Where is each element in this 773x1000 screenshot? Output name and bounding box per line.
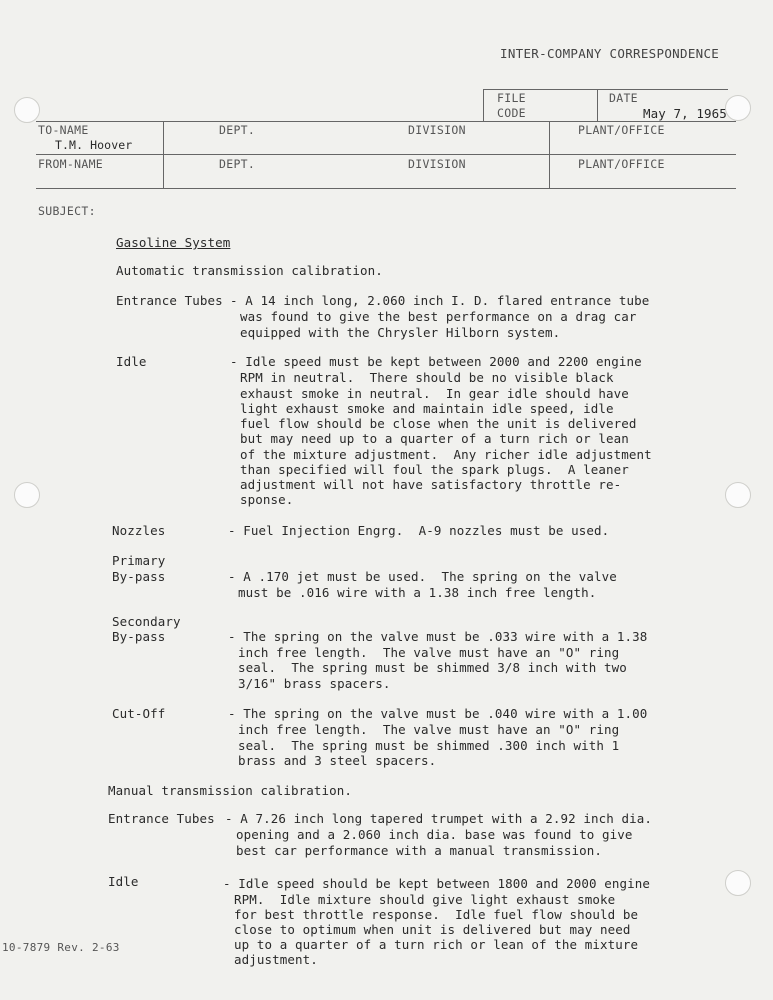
text-line: seal. The spring must be shimmed 3/8 inch with two xyxy=(238,660,627,675)
text-line: brass and 3 steel spacers. xyxy=(238,753,437,768)
punch-hole xyxy=(14,482,40,508)
letterhead-title: INTER-COMPANY CORRESPONDENCE xyxy=(500,46,720,61)
text-line: - The spring on the valve must be .040 wire with a 1.00 xyxy=(228,706,648,721)
text-line: adjustment. xyxy=(234,952,318,967)
subject-label: SUBJECT: xyxy=(38,204,96,218)
date-label: DATE xyxy=(609,91,638,105)
text-line: - Idle speed must be kept between 2000 and 2200 engine xyxy=(230,354,642,369)
punch-hole xyxy=(725,95,751,121)
plant-office-label: PLANT/OFFICE xyxy=(578,157,665,171)
item-label: Entrance Tubes xyxy=(116,293,223,308)
text-line: - A .170 jet must be used. The spring on the valve xyxy=(228,569,617,584)
text-line: light exhaust smoke and maintain idle speed, idle xyxy=(240,401,614,416)
text-line: 3/16" brass spacers. xyxy=(238,676,391,691)
text-line: inch free length. The valve must have an "O" ring xyxy=(238,645,620,660)
text-line: than specified will foul the spark plugs. A leaner xyxy=(240,462,629,477)
file-label: FILE xyxy=(497,91,526,105)
section-title: Manual transmission calibration. xyxy=(108,783,353,798)
dept-label: DEPT. xyxy=(219,123,256,137)
item-label: Nozzles xyxy=(112,523,166,538)
item-label: Idle xyxy=(108,874,139,889)
item-label: Idle xyxy=(116,354,147,369)
punch-hole xyxy=(725,482,751,508)
to-name-label: TO-NAME xyxy=(38,123,89,137)
form-line xyxy=(36,188,736,189)
date-value: May 7, 1965 xyxy=(643,106,727,121)
text-line: opening and a 2.060 inch dia. base was found to give xyxy=(236,827,633,842)
text-line: - A 14 inch long, 2.060 inch I. D. flared entrance tube xyxy=(230,293,650,308)
text-line: - Fuel Injection Engrg. A-9 nozzles must be used. xyxy=(228,523,610,538)
text-line: inch free length. The valve must have an "O" ring xyxy=(238,722,620,737)
form-line xyxy=(36,154,736,155)
section-heading: Gasoline System xyxy=(116,235,231,250)
form-line xyxy=(36,121,736,122)
item-label: Primary xyxy=(112,553,166,568)
to-name-value: T.M. Hoover xyxy=(55,138,133,152)
form-line xyxy=(549,121,550,188)
text-line: up to a quarter of a turn rich or lean of the mixture xyxy=(234,937,639,952)
text-line: exhaust smoke in neutral. In gear idle should have xyxy=(240,386,629,401)
division-label: DIVISION xyxy=(408,123,466,137)
item-label: By-pass xyxy=(112,569,166,584)
text-line: must be .016 wire with a 1.38 inch free length. xyxy=(238,585,597,600)
dept-label: DEPT. xyxy=(219,157,256,171)
text-line: seal. The spring must be shimmed .300 inch with 1 xyxy=(238,738,620,753)
form-line xyxy=(163,121,164,188)
text-line: - A 7.26 inch long tapered trumpet with a 2.92 inch dia. xyxy=(225,811,653,826)
punch-hole xyxy=(725,870,751,896)
punch-hole xyxy=(14,97,40,123)
item-label: Cut-Off xyxy=(112,706,166,721)
plant-office-label: PLANT/OFFICE xyxy=(578,123,665,137)
form-line xyxy=(483,89,728,90)
text-line: of the mixture adjustment. Any richer idle adjustment xyxy=(240,447,652,462)
text-line: fuel flow should be close when the unit is delivered xyxy=(240,416,637,431)
form-line xyxy=(597,89,598,121)
item-label: By-pass xyxy=(112,629,166,644)
text-line: RPM. Idle mixture should give light exhaust smoke xyxy=(234,892,616,907)
division-label: DIVISION xyxy=(408,157,466,171)
text-line: - Idle speed should be kept between 1800 and 2000 engine xyxy=(223,876,651,891)
text-line: close to optimum when unit is delivered but may need xyxy=(234,922,631,937)
item-label: Secondary xyxy=(112,614,181,629)
text-line: adjustment will not have satisfactory throttle re- xyxy=(240,477,622,492)
from-name-label: FROM-NAME xyxy=(38,157,104,171)
text-line: equipped with the Chrysler Hilborn system. xyxy=(240,325,561,340)
text-line: was found to give the best performance on a drag car xyxy=(240,309,637,324)
text-line: RPM in neutral. There should be no visible black xyxy=(240,370,614,385)
text-line: - The spring on the valve must be .033 wire with a 1.38 xyxy=(228,629,648,644)
text-line: best car performance with a manual transmission. xyxy=(236,843,603,858)
text-line: sponse. xyxy=(240,492,294,507)
text-line: but may need up to a quarter of a turn rich or lean xyxy=(240,431,629,446)
item-label: Entrance Tubes xyxy=(108,811,215,826)
form-line xyxy=(483,89,484,121)
section-title: Automatic transmission calibration. xyxy=(116,263,383,278)
form-number: 10-7879 Rev. 2-63 xyxy=(2,941,120,954)
code-label: CODE xyxy=(497,106,526,120)
text-line: for best throttle response. Idle fuel flow should be xyxy=(234,907,639,922)
